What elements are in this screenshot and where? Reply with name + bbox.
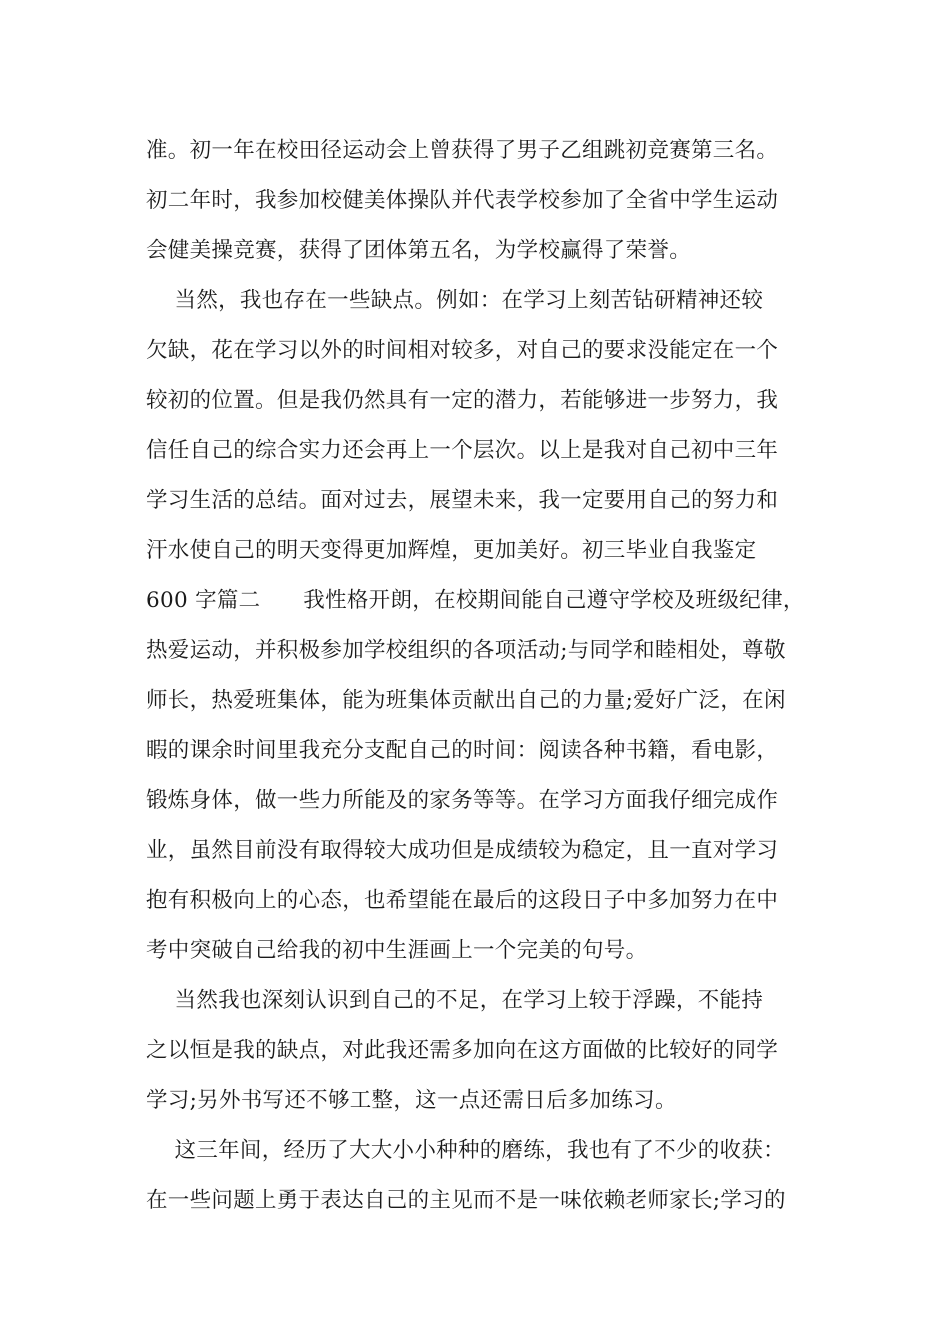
text-line: 汗水使自己的明天变得更加辉煌，更加美好。初三毕业自我鉴定 xyxy=(146,538,757,563)
text-line: 在一些问题上勇于表达自己的主见而不是一味依赖老师家长;学习的 xyxy=(146,1188,786,1213)
text-line: 热爱运动，并积极参加学校组织的各项活动;与同学和睦相处，尊敬 xyxy=(146,638,786,663)
text-line: 暇的课余时间里我充分支配自己的时间：阅读各种书籍，看电影， xyxy=(146,738,779,763)
text-line: 较初的位置。但是我仍然具有一定的潜力，若能够进一步努力，我 xyxy=(146,388,779,413)
text-line: 学习;另外书写还不够工整，这一点还需日后多加练习。 xyxy=(146,1088,677,1113)
text-line: 抱有积极向上的心态，也希望能在最后的这段日子中多加努力在中 xyxy=(146,888,779,913)
text-line: 600 字篇二 我性格开朗，在校期间能自己遵守学校及班级纪律， xyxy=(146,588,805,613)
text-line: 欠缺，花在学习以外的时间相对较多，对自己的要求没能定在一个 xyxy=(146,338,779,363)
document-body xyxy=(146,126,836,1226)
text-line: 准。初一年在校田径运动会上曾获得了男子乙组跳初竞赛第三名。 xyxy=(146,138,779,163)
text-line: 锻炼身体，做一些力所能及的家务等等。在学习方面我仔细完成作 xyxy=(146,788,779,813)
text-line: 当然我也深刻认识到自己的不足，在学习上较于浮躁，不能持 xyxy=(146,988,764,1013)
text-line: 之以恒是我的缺点，对此我还需多加向在这方面做的比较好的同学 xyxy=(146,1038,779,1063)
text-line: 初二年时，我参加校健美体操队并代表学校参加了全省中学生运动 xyxy=(146,188,779,213)
text-line: 学习生活的总结。面对过去，展望未来，我一定要用自己的努力和 xyxy=(146,488,779,513)
text-line: 考中突破自己给我的初中生涯画上一个完美的句号。 xyxy=(146,938,648,963)
text-line: 这三年间，经历了大大小小种种的磨练，我也有了不少的收获： xyxy=(146,1138,785,1163)
text-line: 业，虽然目前没有取得较大成功但是成绩较为稳定，且一直对学习 xyxy=(146,838,779,863)
text-line: 会健美操竞赛，获得了团体第五名，为学校赢得了荣誉。 xyxy=(146,238,692,263)
text-line: 师长，热爱班集体，能为班集体贡献出自己的力量;爱好广泛，在闲 xyxy=(146,688,786,713)
text-line: 信任自己的综合实力还会再上一个层次。以上是我对自己初中三年 xyxy=(146,438,779,463)
text-line: 当然，我也存在一些缺点。例如：在学习上刻苦钻研精神还较 xyxy=(146,288,764,313)
